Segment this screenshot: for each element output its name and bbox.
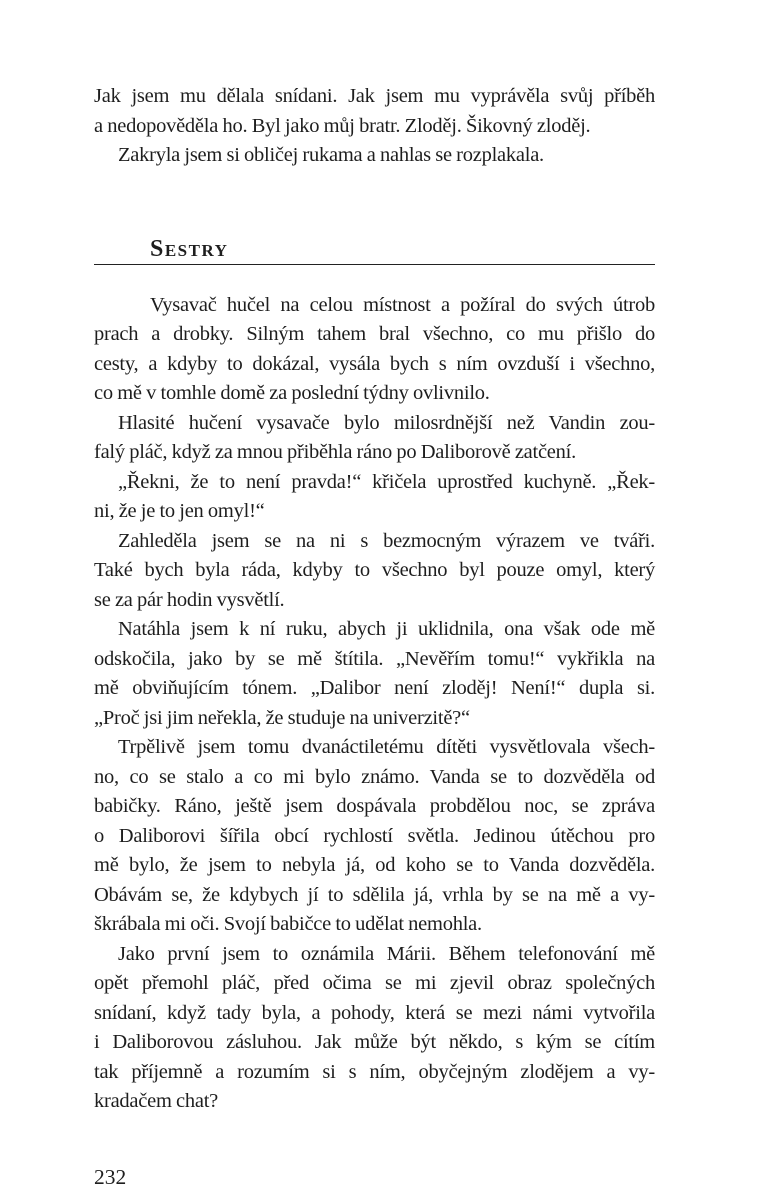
text-line: ni, že je to jen omyl!“ xyxy=(94,497,655,527)
paragraph xyxy=(94,82,655,141)
text-line: opět přemohl pláč, před očima se mi zjevil obraz společných xyxy=(94,969,655,999)
text-line: babičky. Ráno, ještě jsem dospávala probdělou noc, se zpráva xyxy=(94,792,655,822)
text-line: Zakryla jsem si obličej rukama a nahlas se rozplakala. xyxy=(94,141,655,171)
text-line: falý pláč, když za mnou přiběhla ráno po Daliborově zatčení. xyxy=(94,438,655,468)
text-line: se za pár hodin vysvětlí. xyxy=(94,586,655,616)
paragraph xyxy=(94,291,655,409)
paragraph xyxy=(94,940,655,1117)
book-page xyxy=(94,82,655,1192)
previous-chapter-ending xyxy=(94,82,655,171)
text-line: Vysavač hučel na celou místnost a požíral do svých útrob xyxy=(94,291,655,321)
paragraph xyxy=(94,733,655,940)
text-line: i Daliborovou zásluhou. Jak může být někdo, s kým se cítím xyxy=(94,1028,655,1058)
text-line: odskočila, jako by se mě štítila. „Nevěřím tomu!“ vykřikla na xyxy=(94,645,655,675)
text-line: prach a drobky. Silným tahem bral všechno, co mu přišlo do xyxy=(94,320,655,350)
paragraph xyxy=(94,409,655,468)
text-line: škrábala mi oči. Svojí babičce to udělat nemohla. xyxy=(94,910,655,940)
text-line: Jako první jsem to oznámila Márii. Během telefonování mě xyxy=(94,940,655,970)
text-line: snídaní, když tady byla, a pohody, která se mezi námi vytvořila xyxy=(94,999,655,1029)
text-line: no, co se stalo a co mi bylo známo. Vanda se to dozvěděla od xyxy=(94,763,655,793)
text-line: mě obviňujícím tónem. „Dalibor není zloděj! Není!“ dupla si. xyxy=(94,674,655,704)
text-line: kradačem chat? xyxy=(94,1087,655,1117)
text-line: Natáhla jsem k ní ruku, abych ji uklidnila, ona však ode mě xyxy=(94,615,655,645)
text-line: „Proč jsi jim neřekla, že studuje na univerzitě?“ xyxy=(94,704,655,734)
chapter-title-rule xyxy=(94,264,655,265)
text-line: Hlasité hučení vysavače bylo milosrdnější než Vandin zou- xyxy=(94,409,655,439)
page-number: 232 xyxy=(94,1163,655,1192)
chapter-body xyxy=(94,291,655,1117)
text-line: o Daliborovi šířila obcí rychlostí světla. Jedinou útěchou pro xyxy=(94,822,655,852)
text-line: Také bych byla ráda, kdyby to všechno byl pouze omyl, který xyxy=(94,556,655,586)
text-line: Zahleděla jsem se na ni s bezmocným výrazem ve tváři. xyxy=(94,527,655,557)
text-line: Trpělivě jsem tomu dvanáctiletému dítěti vysvětlovala všech- xyxy=(94,733,655,763)
text-line: tak příjemně a rozumím si s ním, obyčejným zlodějem a vy- xyxy=(94,1058,655,1088)
paragraph xyxy=(94,468,655,527)
text-line: Obávám se, že kdybych jí to sdělila já, vrhla by se na mě a vy- xyxy=(94,881,655,911)
paragraph xyxy=(94,615,655,733)
paragraph xyxy=(94,141,655,171)
chapter-title: Sestry xyxy=(94,235,655,264)
text-line: „Řekni, že to není pravda!“ křičela uprostřed kuchyně. „Řek- xyxy=(94,468,655,498)
text-line: co mě v tomhle domě za poslední týdny ovlivnilo. xyxy=(94,379,655,409)
paragraph xyxy=(94,527,655,616)
text-line: Jak jsem mu dělala snídani. Jak jsem mu vyprávěla svůj příběh xyxy=(94,82,655,112)
text-line: cesty, a kdyby to dokázal, vysála bych s ním ovzduší i všechno, xyxy=(94,350,655,380)
text-line: a nedopověděla ho. Byl jako můj bratr. Zloděj. Šikovný zloděj. xyxy=(94,112,655,142)
text-line: mě bylo, že jsem to nebyla já, od koho se to Vanda dozvěděla. xyxy=(94,851,655,881)
